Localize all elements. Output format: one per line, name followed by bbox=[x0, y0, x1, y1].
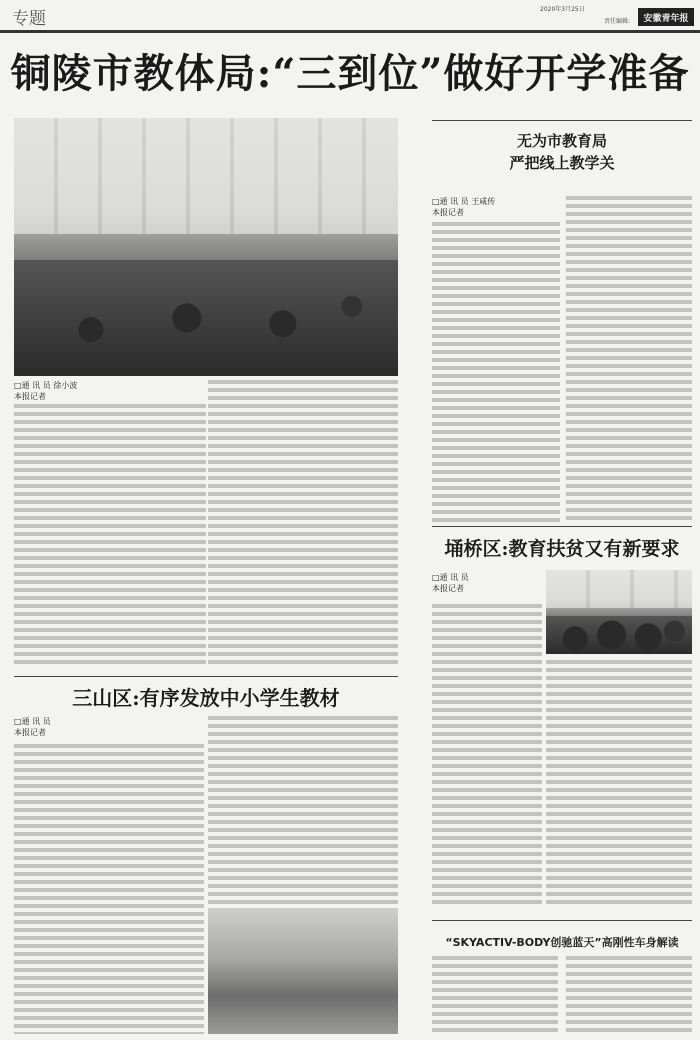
byline-label: □通 讯 员 bbox=[432, 197, 469, 206]
issue-date: 2020年3月25日 bbox=[540, 6, 585, 13]
main-text-col-2 bbox=[208, 380, 398, 666]
lower-right-rule bbox=[432, 526, 692, 527]
byline-writer: 本报记者 bbox=[432, 208, 464, 217]
lower-right-text-col-2 bbox=[546, 660, 692, 904]
byline-writer: 本报记者 bbox=[14, 728, 46, 737]
ad-title: “SKYACTIV-BODY创驰蓝天”高刚性车身解读 bbox=[445, 936, 679, 949]
byline-label: □通 讯 员 bbox=[432, 573, 469, 582]
right-article-title-2: 严把线上教学关 bbox=[509, 154, 615, 172]
right-byline bbox=[432, 196, 495, 218]
ad-text-col-2 bbox=[566, 956, 692, 1034]
lower-right-text-col-1 bbox=[432, 604, 542, 904]
lower-left-text-col-1 bbox=[14, 744, 204, 1034]
lower-left-article-title: 三山区:有序发放中小学生教材 bbox=[72, 686, 340, 710]
right-top-rule bbox=[432, 120, 692, 121]
lower-right-article-title: 埇桥区:教育扶贫又有新要求 bbox=[444, 538, 680, 560]
byline-writer: 本报记者 bbox=[432, 584, 464, 593]
classroom-photo bbox=[546, 570, 692, 654]
lower-left-text-col-2 bbox=[208, 716, 398, 904]
main-text-col-1 bbox=[14, 404, 206, 666]
byline-label: □通 讯 员 bbox=[14, 717, 51, 726]
lower-left-byline bbox=[14, 716, 51, 738]
meeting-photo bbox=[14, 118, 398, 376]
page-headline: 铜陵市教体局:“三到位”做好开学准备 bbox=[10, 50, 690, 97]
right-article-title-1: 无为市教育局 bbox=[516, 132, 607, 150]
byline-writer: 本报记者 bbox=[14, 392, 46, 401]
byline-reporter: 徐小波 bbox=[53, 381, 78, 390]
ad-rule bbox=[432, 920, 692, 921]
masthead-logo: 安徽青年报 bbox=[638, 8, 694, 26]
byline-reporter: 王咸传 bbox=[471, 197, 496, 206]
main-byline bbox=[14, 380, 77, 402]
right-text-col-2 bbox=[566, 196, 692, 522]
header-rule bbox=[0, 30, 700, 33]
editor-line: 责任编辑: bbox=[603, 18, 630, 25]
lower-right-byline bbox=[432, 572, 469, 594]
byline-label: □通 讯 员 bbox=[14, 381, 51, 390]
right-text-col-1 bbox=[432, 222, 560, 522]
ad-text-col-1 bbox=[432, 956, 558, 1034]
section-label: 专题 bbox=[12, 9, 46, 29]
street-photo bbox=[208, 908, 398, 1034]
lower-left-rule bbox=[14, 676, 398, 677]
